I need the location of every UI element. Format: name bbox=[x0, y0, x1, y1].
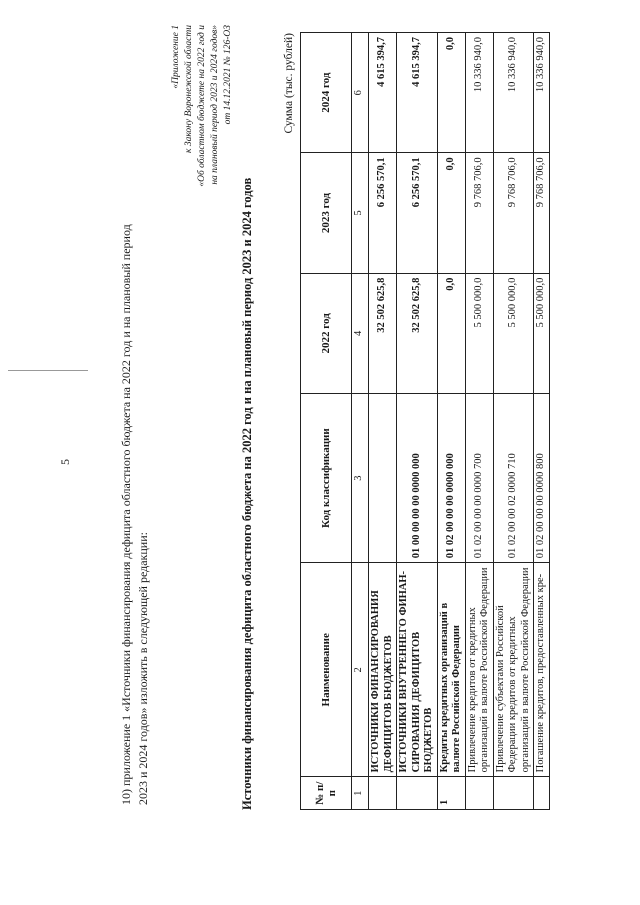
column-index: 1 bbox=[352, 777, 369, 810]
header-2022: 2022 год bbox=[301, 273, 352, 393]
row-name: Погашение кредитов, предоставленных кре- bbox=[534, 563, 550, 777]
row-value-2022: 0,0 bbox=[437, 273, 465, 393]
row-name: Кредиты кредитных организаций в валюте Российской Федерации bbox=[437, 563, 465, 777]
column-index: 2 bbox=[352, 563, 369, 777]
row-value-2022: 32 502 625,8 bbox=[369, 273, 397, 393]
table-row bbox=[534, 33, 550, 810]
row-name: Привлечение субъектами Российской Федерации кредитов от кредитных организаций в валюте Российской Федерации bbox=[493, 563, 534, 777]
row-num bbox=[534, 777, 550, 810]
appendix-line: от 14.12.2021 № 126-ОЗ bbox=[223, 25, 233, 125]
row-value-2024: 10 336 940,0 bbox=[534, 33, 550, 153]
appendix-line: на плановый период 2023 и 2024 годов» bbox=[210, 25, 220, 185]
table-header-row bbox=[301, 33, 352, 810]
row-code: 01 02 00 00 00 0000 700 bbox=[465, 393, 493, 562]
row-num bbox=[493, 777, 534, 810]
column-index: 3 bbox=[352, 393, 369, 562]
row-value-2023: 9 768 706,0 bbox=[534, 153, 550, 273]
row-value-2022: 32 502 625,8 bbox=[397, 273, 438, 393]
row-value-2023: 6 256 570,1 bbox=[369, 153, 397, 273]
appendix-note bbox=[170, 25, 235, 265]
row-value-2022: 5 500 000,0 bbox=[534, 273, 550, 393]
intro-line-1: 10) приложение 1 «Источники финансирования дефицита областного бюджета на 2022 год и на плановый период bbox=[119, 224, 133, 805]
table-row bbox=[493, 33, 534, 810]
intro-paragraph bbox=[118, 65, 152, 805]
row-value-2024: 10 336 940,0 bbox=[493, 33, 534, 153]
appendix-line: к Закону Воронежской области bbox=[184, 25, 194, 153]
row-value-2024: 10 336 940,0 bbox=[465, 33, 493, 153]
row-value-2023: 0,0 bbox=[437, 153, 465, 273]
column-index: 4 bbox=[352, 273, 369, 393]
row-num: 1 bbox=[437, 777, 465, 810]
table-row bbox=[369, 33, 397, 810]
table-row bbox=[437, 33, 465, 810]
row-name: ИСТОЧНИКИ ВНУТРЕННЕГО ФИНАН-СИРОВАНИЯ ДЕФИЦИТОВ БЮДЖЕТОВ bbox=[397, 563, 438, 777]
row-value-2022: 5 500 000,0 bbox=[493, 273, 534, 393]
row-num bbox=[369, 777, 397, 810]
row-value-2024: 4 615 394,7 bbox=[397, 33, 438, 153]
row-name: Привлечение кредитов от кредитных организаций в валюте Российской Федерации bbox=[465, 563, 493, 777]
header-2024: 2024 год bbox=[301, 33, 352, 153]
row-code: 01 00 00 00 00 0000 000 bbox=[397, 393, 438, 562]
row-code bbox=[369, 393, 397, 562]
row-code: 01 02 00 00 02 0000 710 bbox=[493, 393, 534, 562]
row-value-2024: 4 615 394,7 bbox=[369, 33, 397, 153]
row-value-2023: 6 256 570,1 bbox=[397, 153, 438, 273]
table-row bbox=[397, 33, 438, 810]
table-title: Источники финансирования дефицита областного бюджета на 2022 год и на плановый период 2023 и 2024 годов bbox=[240, 177, 254, 810]
header-code: Код классификации bbox=[301, 393, 352, 562]
page-number: 5 bbox=[58, 459, 72, 465]
units-label: Сумма (тыс. рублей) bbox=[283, 33, 295, 134]
column-index: 6 bbox=[352, 33, 369, 153]
sources-table bbox=[300, 32, 550, 810]
row-value-2024: 0,0 bbox=[437, 33, 465, 153]
appendix-line: «Приложение 1 bbox=[171, 25, 181, 89]
row-value-2023: 9 768 706,0 bbox=[465, 153, 493, 273]
header-num: № п/п bbox=[301, 777, 352, 810]
row-num bbox=[397, 777, 438, 810]
column-index: 5 bbox=[352, 153, 369, 273]
row-value-2023: 9 768 706,0 bbox=[493, 153, 534, 273]
column-index-row bbox=[352, 33, 369, 810]
row-num bbox=[465, 777, 493, 810]
row-value-2022: 5 500 000,0 bbox=[465, 273, 493, 393]
row-name: ИСТОЧНИКИ ФИНАНСИРОВАНИЯ ДЕФИЦИТОВ БЮДЖЕТОВ bbox=[369, 563, 397, 777]
row-code: 01 02 00 00 00 0000 000 bbox=[437, 393, 465, 562]
table-row bbox=[465, 33, 493, 810]
appendix-line: «Об областном бюджете на 2022 год и bbox=[197, 25, 207, 187]
intro-line-2: 2023 и 2024 годов» изложить в следующей редакции: bbox=[136, 532, 150, 805]
row-code: 01 02 00 00 00 0000 800 bbox=[534, 393, 550, 562]
header-name: Наименование bbox=[301, 563, 352, 777]
header-2023: 2023 год bbox=[301, 153, 352, 273]
